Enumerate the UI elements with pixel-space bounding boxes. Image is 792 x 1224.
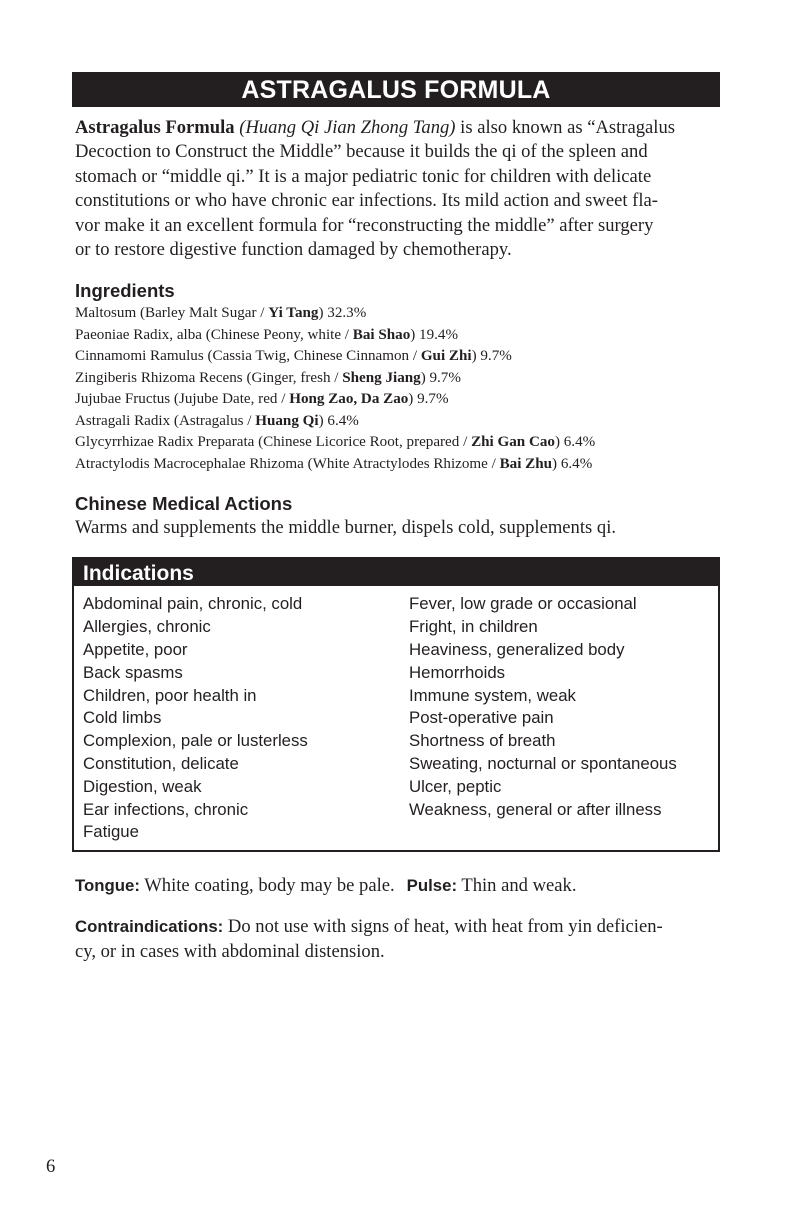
indication-item: Digestion, weak <box>83 776 202 796</box>
ingredient-item: Paeoniae Radix, alba (Chinese Peony, white / Bai Shao) 19.4% <box>75 326 459 343</box>
indication-item: Immune system, weak <box>409 685 576 705</box>
formula-name: Astragalus Formula <box>75 117 235 138</box>
indication-item: Fright, in children <box>409 617 538 637</box>
indication-item: Ear infections, chronic <box>83 799 249 819</box>
contraindications-text: Do not use with signs of heat, with heat from yin deficien- <box>223 916 663 938</box>
indications-right-column <box>409 593 709 844</box>
indications-left-column <box>83 593 409 844</box>
indication-item: Cold limbs <box>83 708 162 728</box>
indication-item: Appetite, poor <box>83 640 188 660</box>
indication-item: Allergies, chronic <box>83 617 211 637</box>
ingredients-heading: Ingredients <box>75 280 175 302</box>
ingredients-list <box>75 303 717 475</box>
ingredient-item: Jujubae Fructus (Jujube Date, red / Hong Zao, Da Zao) 9.7% <box>75 391 449 408</box>
indication-item: Children, poor health in <box>83 685 257 705</box>
contraindications-text: cy, or in cases with abdominal distension. <box>75 940 385 962</box>
intro-line: is also known as “Astragalus <box>455 117 675 138</box>
page-number: 6 <box>46 1156 56 1177</box>
indication-item: Weakness, general or after illness <box>409 799 662 819</box>
indication-item: Fever, low grade or occasional <box>409 594 637 614</box>
tongue-pulse-line <box>75 874 717 898</box>
indication-item: Sweating, nocturnal or spontaneous <box>409 754 677 774</box>
ingredient-item: Zingiberis Rhizoma Recens (Ginger, fresh / Sheng Jiang) 9.7% <box>75 369 461 386</box>
ingredient-item: Astragali Radix (Astragalus / Huang Qi) 6.4% <box>75 412 359 429</box>
formula-pinyin: (Huang Qi Jian Zhong Tang) <box>239 117 456 138</box>
intro-line: vor make it an excellent formula for “reconstructing the middle” after surgery <box>75 214 654 236</box>
indications-box <box>72 557 720 852</box>
indication-item: Complexion, pale or lusterless <box>83 731 308 751</box>
intro-line: or to restore digestive function damaged by chemotherapy. <box>75 239 512 261</box>
ingredient-item: Atractylodis Macrocephalae Rhizoma (White Atractylodes Rhizome / Bai Zhu) 6.4% <box>75 455 593 472</box>
indication-item: Ulcer, peptic <box>409 776 502 796</box>
indication-item: Constitution, delicate <box>83 754 239 774</box>
actions-heading: Chinese Medical Actions <box>75 493 293 515</box>
tongue-label: Tongue: <box>75 876 140 896</box>
pulse-text: Thin and weak. <box>457 875 577 897</box>
page-content <box>72 72 720 964</box>
contraindications-label: Contraindications: <box>75 917 224 937</box>
indications-columns <box>74 586 718 850</box>
intro-line: constitutions or who have chronic ear infections. Its mild action and sweet fla- <box>75 190 658 212</box>
actions-text: Warms and supplements the middle burner, dispels cold, supplements qi. <box>75 517 617 539</box>
tongue-text: White coating, body may be pale. <box>139 875 395 897</box>
indication-item: Back spasms <box>83 662 183 682</box>
indication-item: Post-operative pain <box>409 708 554 728</box>
intro-line: stomach or “middle qi.” It is a major pediatric tonic for children with delicate <box>75 165 652 187</box>
intro-paragraph <box>75 116 717 262</box>
indication-item: Hemorrhoids <box>409 662 506 682</box>
ingredient-item: Glycyrrhizae Radix Preparata (Chinese Licorice Root, prepared / Zhi Gan Cao) 6.4% <box>75 434 596 451</box>
page-title: ASTRAGALUS FORMULA <box>72 72 720 107</box>
indication-item: Shortness of breath <box>409 731 556 751</box>
ingredient-item: Cinnamomi Ramulus (Cassia Twig, Chinese Cinnamon / Gui Zhi) 9.7% <box>75 348 512 365</box>
ingredient-item: Maltosum (Barley Malt Sugar / Yi Tang) 32.3% <box>75 305 367 322</box>
pulse-label: Pulse: <box>406 876 458 896</box>
indications-heading: Indications <box>74 559 718 586</box>
indication-item: Abdominal pain, chronic, cold <box>83 594 303 614</box>
contraindications-paragraph <box>75 915 717 964</box>
indication-item: Heaviness, generalized body <box>409 640 625 660</box>
intro-line: Decoction to Construct the Middle” because it builds the qi of the spleen and <box>75 141 648 163</box>
indication-item: Fatigue <box>83 822 139 842</box>
